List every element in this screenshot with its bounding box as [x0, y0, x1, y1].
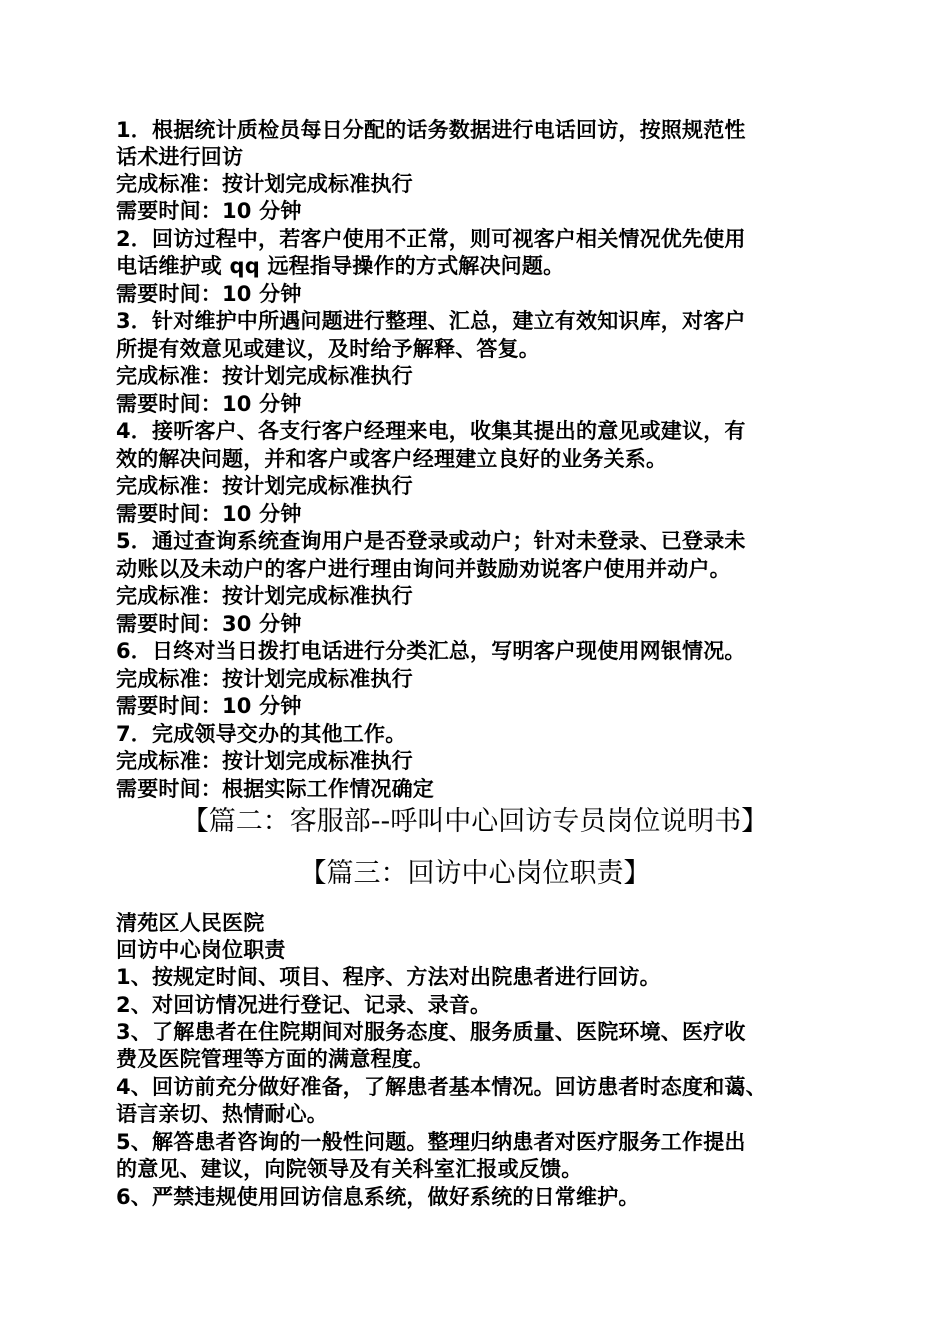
- duty-4-line-2: 语言亲切、热情耐心。: [116, 1102, 328, 1126]
- heading-part-2: 【篇二：客服部--呼叫中心回访专员岗位说明书】: [181, 806, 769, 837]
- item-4-standard: 完成标准：按计划完成标准执行: [116, 474, 413, 498]
- section-title: 回访中心岗位职责: [116, 938, 286, 962]
- item-3-line-2: 所提有效意见或建议，及时给予解释、答复。: [116, 337, 540, 361]
- item-2-line-1: 2．回访过程中，若客户使用不正常，则可视客户相关情况优先使用: [116, 227, 746, 251]
- item-4-time: 需要时间：10 分钟: [116, 502, 302, 526]
- item-2-time: 需要时间：10 分钟: [116, 282, 302, 306]
- duty-4-line-1: 4、回访前充分做好准备，了解患者基本情况。回访患者时态度和蔼、: [116, 1075, 767, 1099]
- duty-6: 6、严禁违规使用回访信息系统，做好系统的日常维护。: [116, 1185, 640, 1209]
- duty-2: 2、对回访情况进行登记、记录、录音。: [116, 993, 492, 1017]
- item-6-line-1: 6．日终对当日拨打电话进行分类汇总，写明客户现使用网银情况。: [116, 639, 746, 663]
- item-4-line-2: 效的解决问题，并和客户或客户经理建立良好的业务关系。: [116, 447, 668, 471]
- item-1-standard: 完成标准：按计划完成标准执行: [116, 172, 413, 196]
- item-5-line-2: 动账以及未动户的客户进行理由询问并鼓励劝说客户使用并动户。: [116, 557, 731, 581]
- item-7-line-1: 7．完成领导交办的其他工作。: [116, 722, 407, 746]
- item-3-standard: 完成标准：按计划完成标准执行: [116, 364, 413, 388]
- item-1-line-2: 话术进行回访: [116, 145, 244, 169]
- item-6-standard: 完成标准：按计划完成标准执行: [116, 667, 413, 691]
- item-7-standard: 完成标准：按计划完成标准执行: [116, 749, 413, 773]
- duty-1: 1、按规定时间、项目、程序、方法对出院患者进行回访。: [116, 965, 661, 989]
- duty-3-line-1: 3、了解患者在住院期间对服务态度、服务质量、医院环境、医疗收: [116, 1020, 746, 1044]
- item-5-standard: 完成标准：按计划完成标准执行: [116, 584, 413, 608]
- duty-3-line-2: 费及医院管理等方面的满意程度。: [116, 1047, 434, 1071]
- heading-part-3: 【篇三：回访中心岗位职责】: [299, 858, 651, 889]
- item-4-line-1: 4．接听客户、各支行客户经理来电，收集其提出的意见或建议，有: [116, 419, 746, 443]
- duty-5-line-2: 的意见、建议，向院领导及有关科室汇报或反馈。: [116, 1157, 583, 1181]
- item-5-line-1: 5．通过查询系统查询用户是否登录或动户；针对未登录、已登录未: [116, 529, 746, 553]
- item-6-time: 需要时间：10 分钟: [116, 694, 302, 718]
- item-1-time: 需要时间：10 分钟: [116, 199, 302, 223]
- item-1-line-1: 1．根据统计质检员每日分配的话务数据进行电话回访，按照规范性: [116, 118, 746, 142]
- item-5-time: 需要时间：30 分钟: [116, 612, 302, 636]
- item-2-line-2: 电话维护或 qq 远程指导操作的方式解决问题。: [116, 254, 565, 278]
- item-3-time: 需要时间：10 分钟: [116, 392, 302, 416]
- hospital-name: 清苑区人民医院: [116, 911, 265, 935]
- item-7-time: 需要时间：根据实际工作情况确定: [116, 777, 434, 801]
- item-3-line-1: 3．针对维护中所遇问题进行整理、汇总，建立有效知识库，对客户: [116, 309, 746, 333]
- duty-5-line-1: 5、解答患者咨询的一般性问题。整理归纳患者对医疗服务工作提出: [116, 1130, 746, 1154]
